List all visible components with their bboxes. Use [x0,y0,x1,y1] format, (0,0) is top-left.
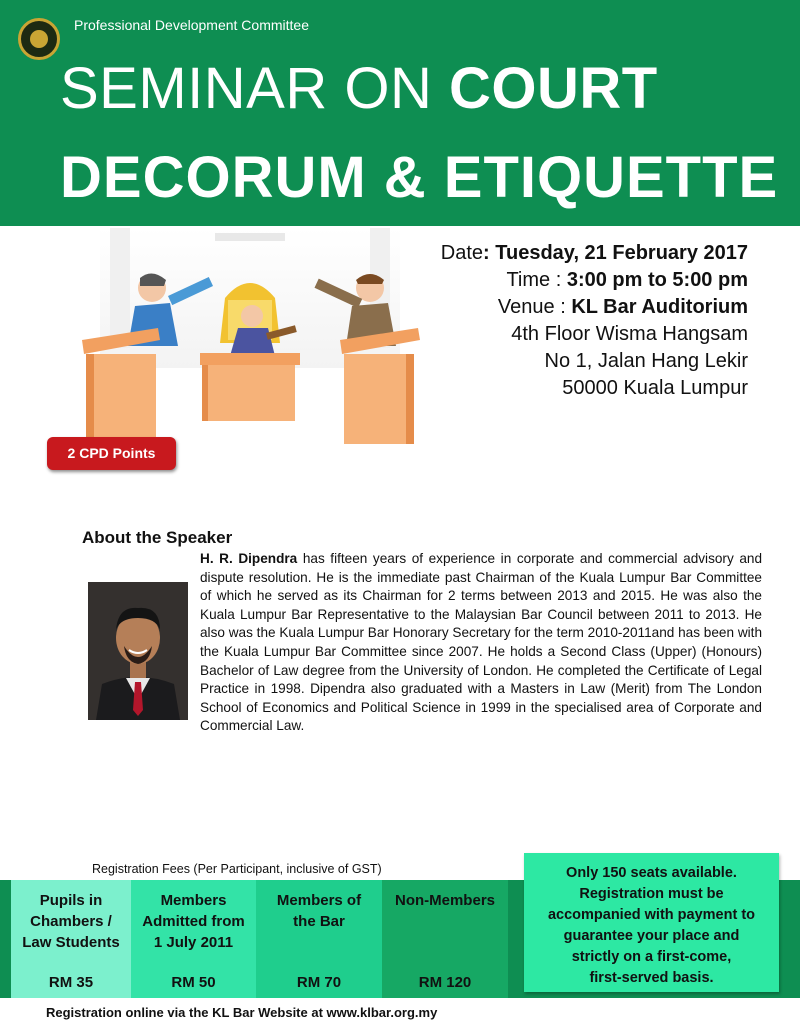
speaker-bio [200,550,762,736]
fee-price: RM 70 [296,974,342,991]
title-bold-text: COURT [449,56,658,121]
about-speaker-heading: About the Speaker [82,528,233,547]
fee-category-non-members [382,880,508,998]
registration-fees-caption: Registration Fees (Per Participant, inclusive of GST) [92,862,382,876]
fee-category-label: Members of the Bar [276,892,362,930]
fee-category-label: Non-Members [394,892,495,909]
kl-bar-logo [18,18,60,60]
event-date-row [441,240,748,267]
date-label: Date [440,242,484,264]
fee-category-label: Pupils in Chambers / Law Students [22,892,120,951]
fee-category-pupils [11,880,131,998]
fee-price: RM 35 [48,974,94,991]
committee-name: Professional Development Committee [74,17,309,33]
event-venue-row [441,294,748,321]
time-value: 3:00 pm to 5:00 pm [566,269,748,291]
fee-category-members-of-bar [256,880,382,998]
event-details [441,240,748,402]
cpd-points-badge: 2 CPD Points [47,437,176,470]
time-label: Time : [506,269,567,291]
venue-address-line: 4th Floor Wisma Hangsam [511,323,748,345]
event-time-row [441,267,748,294]
fee-price: RM 120 [418,974,472,991]
seminar-title-line1 [60,54,658,124]
speaker-name: H. R. Dipendra [200,551,298,566]
title-light-text: SEMINAR ON [60,56,449,121]
venue-address-line: No 1, Jalan Hang Lekir [544,350,748,372]
seminar-title-line2: DECORUM & ETIQUETTE [60,145,779,210]
venue-address-line: 50000 Kuala Lumpur [562,377,748,399]
speaker-photo [88,582,188,720]
date-value: : Tuesday, 21 February 2017 [483,242,748,264]
venue-value: KL Bar Auditorium [571,296,748,318]
fee-price: RM 50 [171,974,216,991]
registration-online-note: Registration online via the KL Bar Website at www.klbar.org.my [46,1005,438,1020]
courtroom-illustration [40,228,460,460]
seats-availability-note: Only 150 seats available. Registration must be accompanied with payment to guarantee your place and strictly on a first-come, first-served basis. [524,853,779,992]
venue-label: Venue : [497,296,572,318]
fee-category-label: Members Admitted from 1 July 2011 [142,892,245,951]
speaker-bio-text: has fifteen years of experience in corporate and commercial advisory and dispute resolution. He is the immediate past Chairman of the Kuala Lumpur Bar Committee of which he served as its Chairman for 2 terms between 2013 and 2015. He was also the Kuala Lumpur Bar Representative to the Malaysian Bar Council between 2011 to 2013. He also was the Kuala Lumpur Bar Honorary Secretary for the term 2010-2011and has been with the Kuala Lumpur Bar Committee since 2007. He holds a Second Class (Upper) (Honours) Bachelor of Law degree from the University of London. He completed the Certificate of Legal Practice in 1998. Dipendra also graduated with a Masters in Law (Merit) from The London School of Economics and Political Science in 1999 in the specialised area of Corporate and Commercial Law. [200,551,762,734]
fee-category-members-admitted [131,880,256,998]
